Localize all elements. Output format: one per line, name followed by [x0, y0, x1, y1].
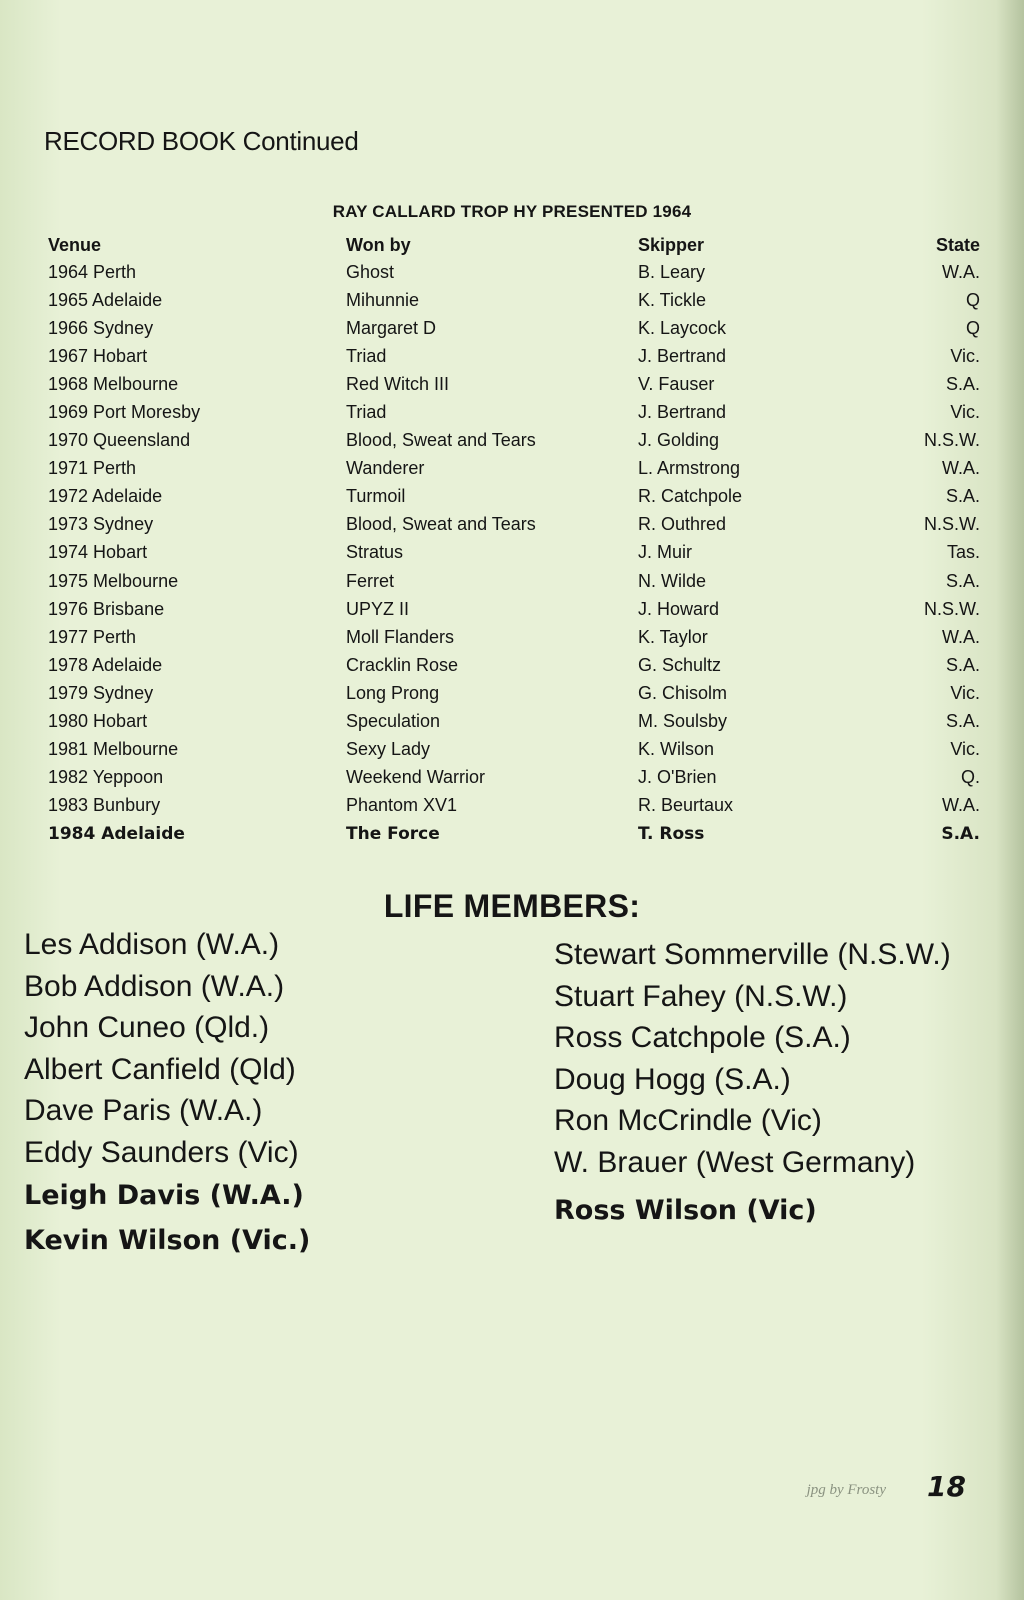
cell-won-by: The Force [346, 823, 440, 844]
cell-venue: 1980 Hobart [48, 711, 148, 732]
trophy-title: RAY CALLARD TROP HY PRESENTED 1964 [332, 202, 692, 221]
trophy-results-table [48, 232, 980, 848]
table-row [48, 792, 980, 820]
cell-state: N.S.W. [923, 430, 980, 451]
page-number: 18 [927, 1470, 966, 1503]
table-row [48, 286, 980, 314]
cell-state: Q [965, 317, 980, 338]
life-member-item: Albert Canfield (Qld) [24, 1052, 296, 1086]
cell-won-by: UPYZ II [346, 598, 410, 619]
table-row [48, 595, 980, 623]
life-member-item: Bob Addison (W.A.) [24, 969, 285, 1003]
cell-won-by: Phantom XV1 [346, 795, 458, 816]
cell-venue: 1982 Yeppoon [48, 767, 164, 788]
cell-state: N.S.W. [923, 514, 980, 535]
cell-won-by: Ferret [346, 570, 395, 591]
photo-credit: jpg by Frosty [806, 1482, 886, 1498]
cell-skipper: J. Muir [638, 542, 692, 563]
cell-won-by: Sexy Lady [346, 739, 431, 760]
cell-won-by: Blood, Sweat and Tears [346, 514, 536, 535]
cell-won-by: Blood, Sweat and Tears [346, 430, 536, 451]
life-member-item: Ron McCrindle (Vic) [554, 1104, 822, 1137]
cell-won-by: Turmoil [346, 486, 406, 507]
cell-skipper: K. Tickle [638, 289, 707, 310]
life-member-item: W. Brauer (West Germany) [554, 1145, 916, 1179]
life-members-title: LIFE MEMBERS: [383, 888, 641, 924]
cell-skipper: G. Schultz [638, 654, 722, 675]
cell-skipper: B. Leary [638, 261, 706, 282]
column-header-won-by: Won by [346, 234, 411, 255]
cell-skipper: J. O'Brien [638, 767, 717, 788]
cell-venue: 1969 Port Moresby [48, 402, 201, 423]
cell-skipper: R. Catchpole [638, 486, 743, 507]
cell-venue: 1973 Sydney [48, 514, 154, 535]
cell-venue: 1964 Perth [48, 261, 137, 282]
cell-state: W.A. [941, 795, 980, 816]
cell-venue: 1984 Adelaide [48, 823, 185, 844]
cell-skipper: N. Wilde [638, 570, 707, 591]
cell-state: S.A. [945, 654, 980, 675]
cell-venue: 1978 Adelaide [48, 654, 163, 675]
cell-venue: 1970 Queensland [48, 430, 191, 451]
life-member-item: Stuart Fahey (N.S.W.) [554, 979, 848, 1013]
cell-state: Tas. [946, 542, 980, 563]
cell-venue: 1967 Hobart [48, 345, 148, 366]
life-member-item: Dave Paris (W.A.) [24, 1094, 263, 1127]
cell-state: W.A. [941, 261, 980, 282]
life-member-item: Eddy Saunders (Vic) [24, 1135, 299, 1169]
table-row [48, 427, 980, 455]
cell-won-by: Mihunnie [346, 289, 420, 310]
cell-venue: 1965 Adelaide [48, 289, 163, 310]
cell-state: Vic. [950, 402, 980, 423]
cell-skipper: L. Armstrong [638, 458, 741, 479]
life-members-left-column [24, 924, 310, 1263]
table-row [48, 455, 980, 483]
cell-won-by: Red Witch III [346, 373, 450, 394]
cell-state: S.A. [945, 486, 980, 507]
cell-venue: 1968 Melbourne [48, 373, 179, 394]
cell-venue: 1983 Bunbury [48, 795, 161, 816]
cell-state: S.A. [945, 711, 980, 732]
table-header-row [48, 232, 980, 258]
cell-won-by: Cracklin Rose [346, 654, 459, 675]
cell-skipper: G. Chisolm [638, 682, 728, 703]
table-row [48, 736, 980, 764]
cell-venue: 1976 Brisbane [48, 598, 165, 619]
cell-state: S.A. [945, 570, 980, 591]
cell-skipper: R. Beurtaux [638, 795, 734, 816]
cell-skipper: M. Soulsby [638, 711, 728, 732]
cell-skipper: V. Fauser [638, 373, 715, 394]
cell-state: Q [965, 289, 980, 310]
cell-state: Vic. [950, 345, 980, 366]
cell-skipper: J. Bertrand [638, 402, 727, 423]
table-row [48, 511, 980, 539]
table-row [48, 820, 980, 848]
table-row [48, 708, 980, 736]
life-members-right-column [554, 934, 951, 1233]
cell-skipper: J. Golding [638, 430, 720, 451]
cell-state: S.A. [945, 373, 980, 394]
table-row [48, 567, 980, 595]
table-row [48, 258, 980, 286]
cell-won-by: Weekend Warrior [346, 767, 486, 788]
table-row [48, 370, 980, 398]
life-member-item: Ross Wilson (Vic) [554, 1195, 817, 1226]
cell-skipper: R. Outhred [638, 514, 727, 535]
cell-venue: 1966 Sydney [48, 317, 154, 338]
table-row [48, 483, 980, 511]
cell-state: Vic. [950, 739, 980, 760]
cell-venue: 1975 Melbourne [48, 570, 179, 591]
cell-venue: 1972 Adelaide [48, 486, 163, 507]
cell-won-by: Ghost [346, 261, 395, 282]
cell-venue: 1974 Hobart [48, 542, 148, 563]
life-member-item: Doug Hogg (S.A.) [554, 1062, 791, 1096]
cell-state: Q. [960, 767, 980, 788]
table-row [48, 539, 980, 567]
cell-skipper: K. Taylor [638, 626, 708, 647]
cell-venue: 1981 Melbourne [48, 739, 179, 760]
cell-won-by: Wanderer [346, 458, 425, 479]
table-row [48, 764, 980, 792]
life-member-item: Stewart Sommerville (N.S.W.) [554, 938, 951, 971]
cell-state: Vic. [950, 682, 980, 703]
cell-venue: 1971 Perth [48, 458, 137, 479]
cell-skipper: K. Wilson [638, 739, 715, 760]
life-member-item: Kevin Wilson (Vic.) [24, 1225, 311, 1256]
cell-won-by: Triad [346, 345, 387, 366]
cell-skipper: K. Laycock [638, 317, 727, 338]
table-row [48, 398, 980, 426]
table-body [48, 258, 980, 848]
life-member-item: Ross Catchpole (S.A.) [554, 1021, 851, 1054]
table-row [48, 679, 980, 707]
life-member-item: Les Addison (W.A.) [24, 928, 280, 961]
column-header-skipper: Skipper [638, 234, 705, 255]
cell-won-by: Moll Flanders [346, 626, 455, 647]
cell-skipper: J. Bertrand [638, 345, 727, 366]
page-edge-shadow [996, 0, 1024, 1600]
column-header-venue: Venue [48, 234, 102, 255]
page-heading: RECORD BOOK Continued [44, 126, 359, 156]
cell-skipper: J. Howard [638, 598, 720, 619]
cell-won-by: Triad [346, 402, 387, 423]
table-row [48, 342, 980, 370]
life-member-item: Leigh Davis (W.A.) [24, 1180, 304, 1211]
cell-state: W.A. [941, 626, 980, 647]
cell-venue: 1979 Sydney [48, 682, 154, 703]
cell-venue: 1977 Perth [48, 626, 137, 647]
life-member-item: John Cuneo (Qld.) [24, 1011, 270, 1044]
table-row [48, 651, 980, 679]
cell-state: N.S.W. [923, 598, 980, 619]
cell-won-by: Margaret D [346, 317, 437, 338]
cell-skipper: T. Ross [638, 823, 705, 844]
cell-won-by: Long Prong [346, 682, 440, 703]
cell-state: S.A. [941, 823, 980, 844]
cell-won-by: Stratus [346, 542, 404, 563]
table-row [48, 314, 980, 342]
cell-won-by: Speculation [346, 711, 441, 732]
cell-state: W.A. [941, 458, 980, 479]
table-row [48, 623, 980, 651]
column-header-state: State [935, 234, 980, 255]
